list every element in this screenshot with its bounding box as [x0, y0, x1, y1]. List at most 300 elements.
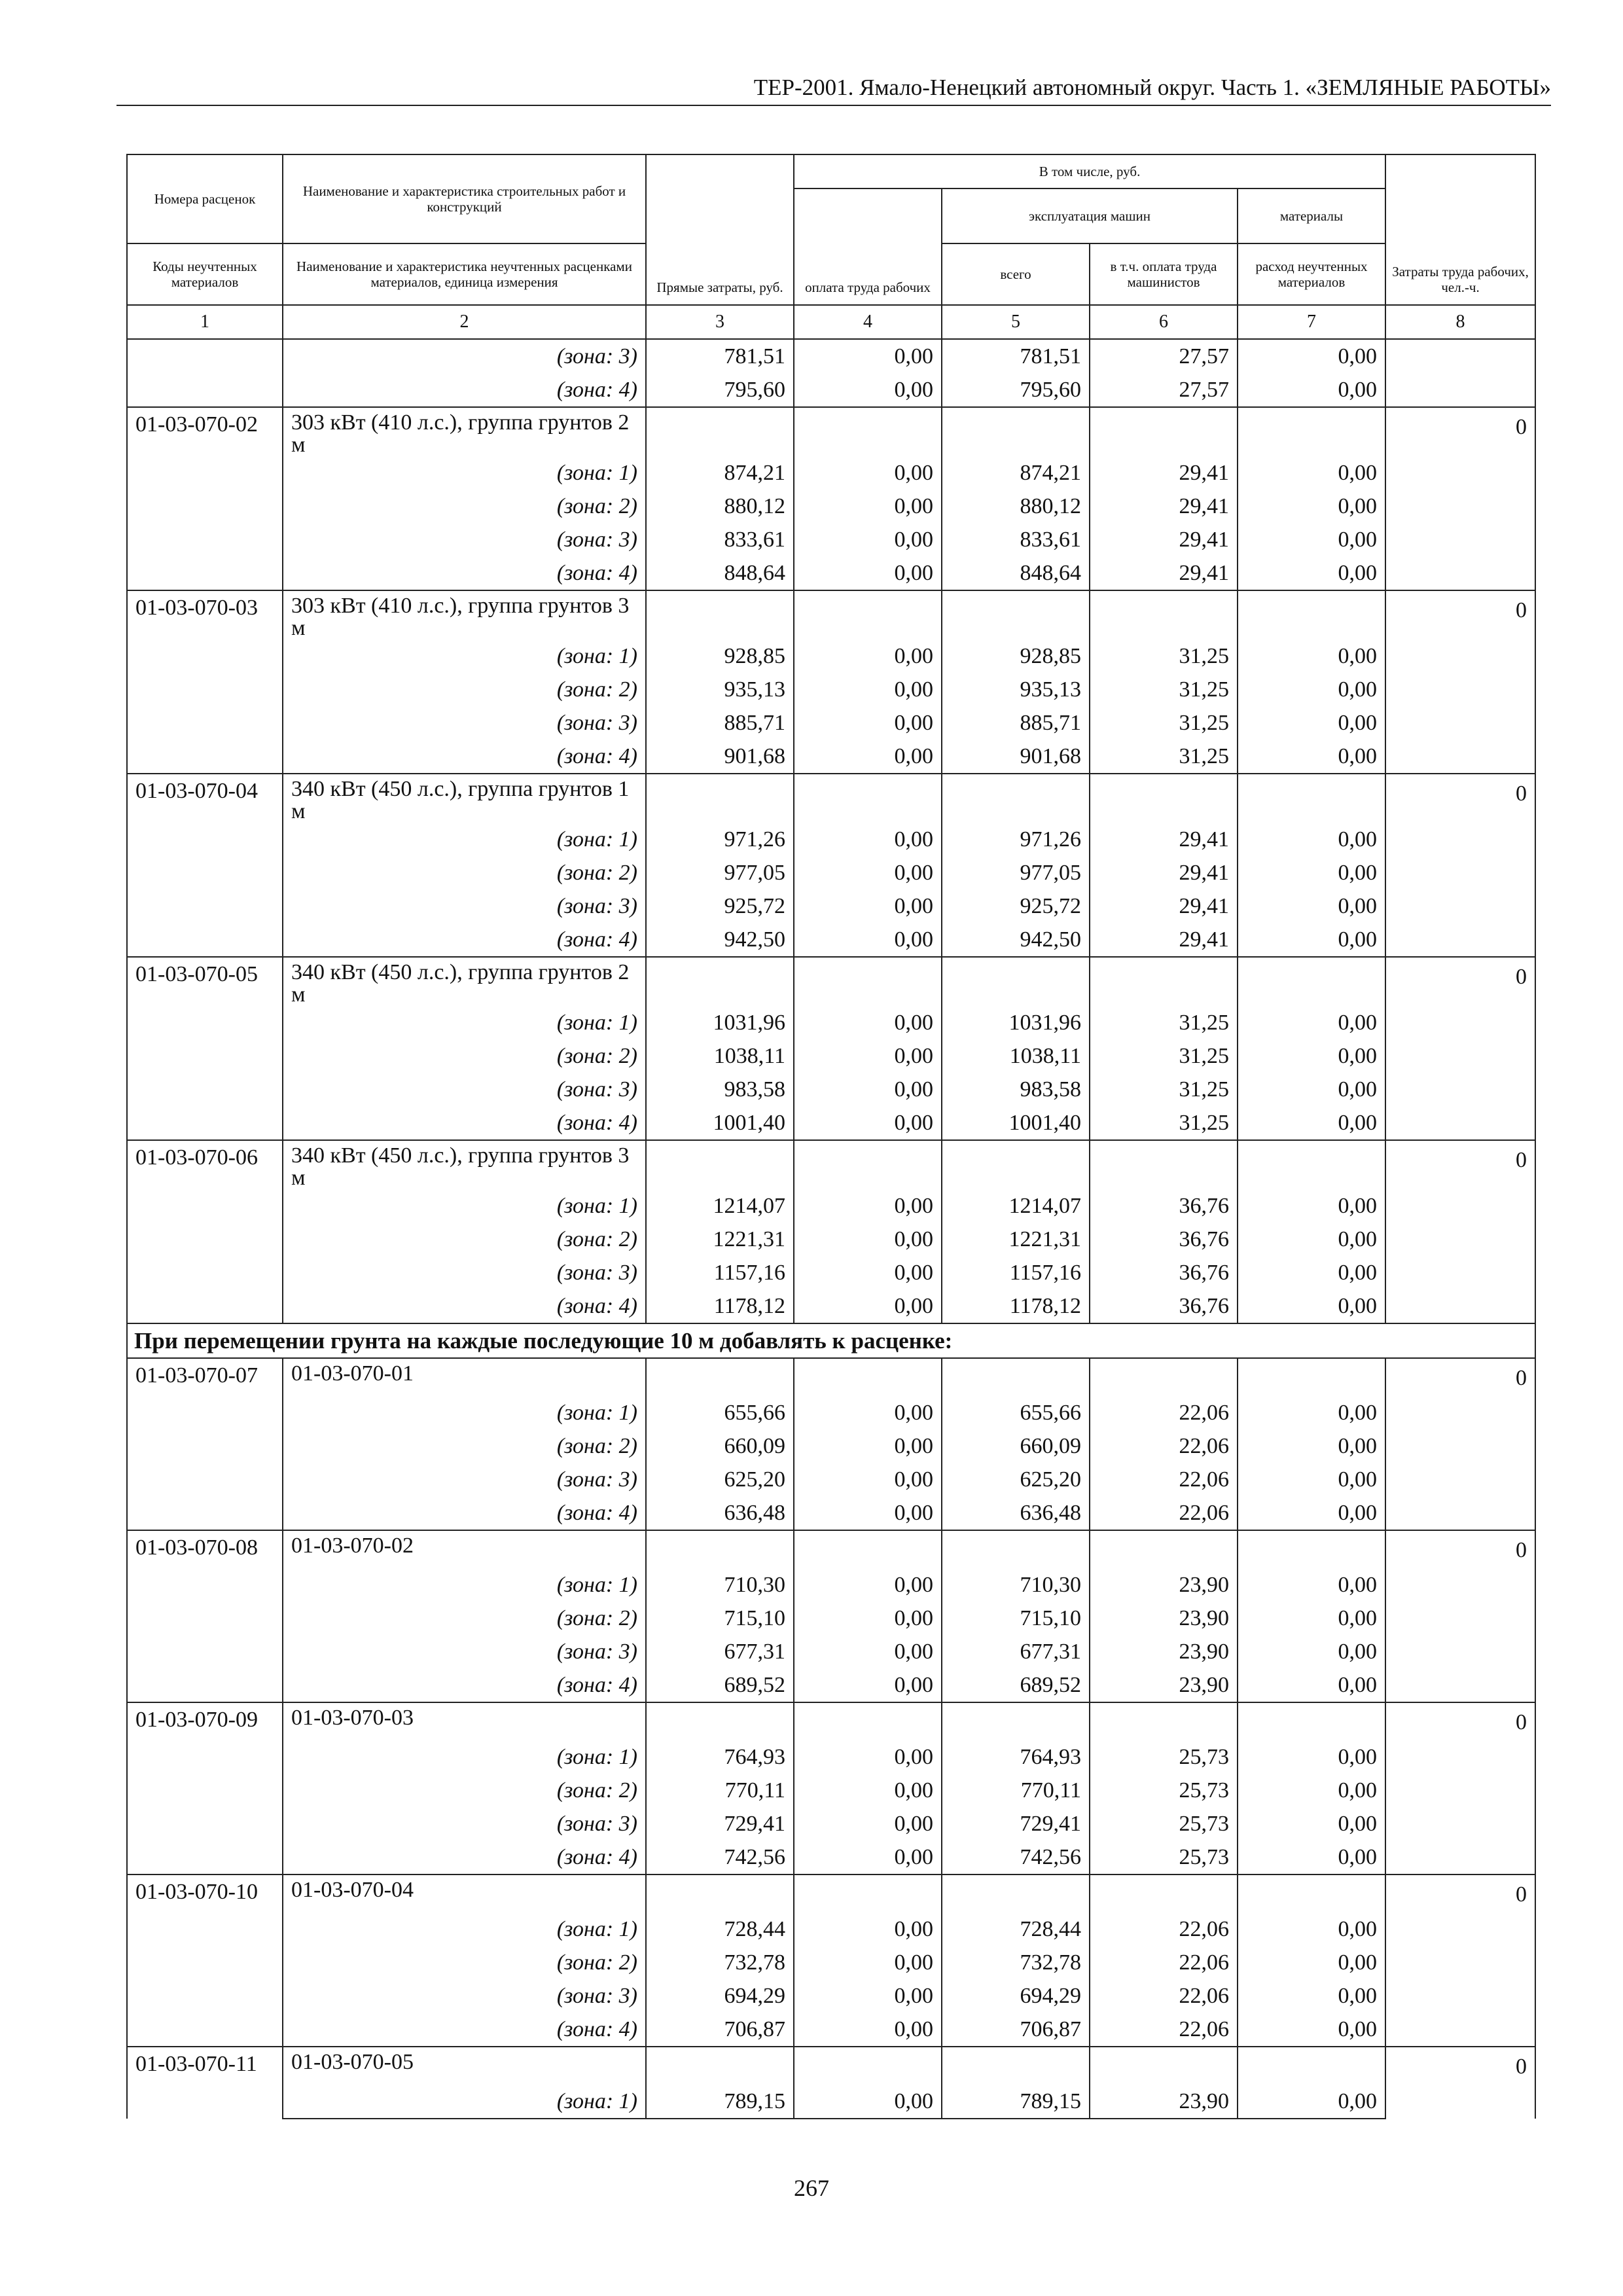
col8-header: Затраты труда рабочих, чел.-ч.	[1385, 154, 1535, 305]
operator-wages: 29,41	[1090, 490, 1238, 523]
zone-row	[127, 1979, 1535, 2013]
machine-cost: 1038,11	[942, 1039, 1090, 1073]
rate-title: 01-03-070-01	[283, 1358, 646, 1396]
table-body	[127, 339, 1535, 2119]
zone-label: (зона: 1)	[283, 639, 646, 673]
zone-label: (зона: 2)	[283, 1223, 646, 1256]
worker-wages: 0,00	[794, 1256, 942, 1289]
empty-cell	[1238, 1530, 1385, 1568]
direct-cost: 1031,96	[646, 1006, 794, 1039]
worker-wages: 0,00	[794, 1807, 942, 1840]
labor-cost: 0	[1385, 774, 1535, 957]
zone-label: (зона: 2)	[283, 1429, 646, 1463]
rate-title-row	[127, 2047, 1535, 2085]
zone-row	[127, 856, 1535, 889]
col6-header: в т.ч. оплата труда машинистов	[1090, 243, 1238, 305]
worker-wages: 0,00	[794, 490, 942, 523]
worker-wages: 0,00	[794, 2013, 942, 2047]
zone-row	[127, 1668, 1535, 1702]
machine-cost: 935,13	[942, 673, 1090, 706]
worker-wages: 0,00	[794, 456, 942, 490]
rate-code: 01-03-070-11	[127, 2047, 283, 2119]
empty-cell	[646, 1140, 794, 1189]
operator-wages: 22,06	[1090, 1496, 1238, 1530]
labor-cost: 0	[1385, 590, 1535, 774]
rate-title-row	[127, 1874, 1535, 1912]
worker-wages: 0,00	[794, 823, 942, 856]
rate-code: 01-03-070-10	[127, 1874, 283, 2047]
direct-cost: 781,51	[646, 339, 794, 373]
machine-cost: 983,58	[942, 1073, 1090, 1106]
zone-label: (зона: 1)	[283, 456, 646, 490]
materials-cost: 0,00	[1238, 673, 1385, 706]
materials-cost: 0,00	[1238, 706, 1385, 740]
worker-wages: 0,00	[794, 1568, 942, 1602]
col3-header: Прямые затраты, руб.	[646, 154, 794, 305]
rates-table	[126, 154, 1536, 2119]
direct-cost: 795,60	[646, 373, 794, 407]
materials-cost: 0,00	[1238, 1840, 1385, 1874]
empty-cell	[794, 2047, 942, 2085]
empty-cell	[1238, 1140, 1385, 1189]
operator-wages: 22,06	[1090, 1946, 1238, 1979]
operator-wages: 29,41	[1090, 889, 1238, 923]
zone-row	[127, 889, 1535, 923]
materials-cost: 0,00	[1238, 456, 1385, 490]
labor-cost: 0	[1385, 1702, 1535, 1874]
operator-wages: 31,25	[1090, 673, 1238, 706]
empty-cell	[1238, 590, 1385, 639]
empty-cell	[794, 1140, 942, 1189]
rate-title-row	[127, 1358, 1535, 1396]
worker-wages: 0,00	[794, 706, 942, 740]
zone-label: (зона: 3)	[283, 1256, 646, 1289]
column-numbers-row	[127, 305, 1535, 339]
rate-code: 01-03-070-07	[127, 1358, 283, 1530]
empty-cell	[1090, 1702, 1238, 1740]
machine-cost: 677,31	[942, 1635, 1090, 1668]
direct-cost: 789,15	[646, 2085, 794, 2119]
empty-cell	[1238, 1874, 1385, 1912]
zone-label: (зона: 4)	[283, 1840, 646, 1874]
direct-cost: 833,61	[646, 523, 794, 556]
zone-label: (зона: 2)	[283, 1774, 646, 1807]
worker-wages: 0,00	[794, 740, 942, 774]
empty-cell	[794, 774, 942, 823]
materials-cost: 0,00	[1238, 1774, 1385, 1807]
operator-wages: 23,90	[1090, 1602, 1238, 1635]
materials-cost: 0,00	[1238, 1106, 1385, 1140]
labor-cost: 0	[1385, 1140, 1535, 1323]
machine-cost: 728,44	[942, 1912, 1090, 1946]
worker-wages: 0,00	[794, 523, 942, 556]
zone-row	[127, 1774, 1535, 1807]
empty-cell	[942, 1530, 1090, 1568]
zone-label: (зона: 2)	[283, 673, 646, 706]
worker-wages: 0,00	[794, 556, 942, 590]
zone-row	[127, 1740, 1535, 1774]
rate-code: 01-03-070-02	[127, 407, 283, 590]
zone-row	[127, 1429, 1535, 1463]
zone-label: (зона: 4)	[283, 1106, 646, 1140]
zone-row	[127, 1106, 1535, 1140]
zone-row	[127, 1807, 1535, 1840]
empty-cell	[1090, 957, 1238, 1006]
machine-cost: 848,64	[942, 556, 1090, 590]
materials-cost: 0,00	[1238, 1073, 1385, 1106]
worker-wages: 0,00	[794, 1740, 942, 1774]
direct-cost: 706,87	[646, 2013, 794, 2047]
operator-wages: 29,41	[1090, 856, 1238, 889]
zone-row	[127, 1189, 1535, 1223]
zone-label: (зона: 2)	[283, 1039, 646, 1073]
including-header: В том числе, руб.	[794, 154, 1385, 188]
worker-wages: 0,00	[794, 1289, 942, 1323]
operator-wages: 31,25	[1090, 1006, 1238, 1039]
rate-title: 303 кВт (410 л.с.), группа грунтов 3 м	[283, 590, 646, 639]
direct-cost: 710,30	[646, 1568, 794, 1602]
labor-cost	[1385, 339, 1535, 407]
zone-row	[127, 1496, 1535, 1530]
rate-title: 340 кВт (450 л.с.), группа грунтов 2 м	[283, 957, 646, 1006]
materials-cost: 0,00	[1238, 339, 1385, 373]
section-title: При перемещении грунта на каждые последующие 10 м добавлять к расценке:	[127, 1323, 1535, 1358]
empty-cell	[1090, 1358, 1238, 1396]
operator-wages: 23,90	[1090, 1635, 1238, 1668]
zone-row	[127, 740, 1535, 774]
zone-label: (зона: 1)	[283, 1568, 646, 1602]
operator-wages: 23,90	[1090, 1568, 1238, 1602]
zone-label: (зона: 4)	[283, 373, 646, 407]
materials-cost: 0,00	[1238, 2013, 1385, 2047]
zone-label: (зона: 2)	[283, 856, 646, 889]
rate-title: 01-03-070-03	[283, 1702, 646, 1740]
worker-wages: 0,00	[794, 1979, 942, 2013]
rate-code: 01-03-070-08	[127, 1530, 283, 1702]
zone-row	[127, 923, 1535, 957]
materials-cost: 0,00	[1238, 639, 1385, 673]
materials-cost: 0,00	[1238, 1946, 1385, 1979]
machine-cost: 789,15	[942, 2085, 1090, 2119]
worker-wages: 0,00	[794, 1602, 942, 1635]
direct-cost: 928,85	[646, 639, 794, 673]
direct-cost: 677,31	[646, 1635, 794, 1668]
empty-cell	[942, 1874, 1090, 1912]
direct-cost: 1178,12	[646, 1289, 794, 1323]
empty-cell	[794, 1874, 942, 1912]
worker-wages: 0,00	[794, 1840, 942, 1874]
operator-wages: 36,76	[1090, 1289, 1238, 1323]
worker-wages: 0,00	[794, 1429, 942, 1463]
column-number: 7	[1238, 305, 1385, 339]
direct-cost: 1221,31	[646, 1223, 794, 1256]
zone-row	[127, 1289, 1535, 1323]
labor-cost: 0	[1385, 1530, 1535, 1702]
worker-wages: 0,00	[794, 1073, 942, 1106]
zone-row	[127, 373, 1535, 407]
zone-label: (зона: 1)	[283, 1740, 646, 1774]
machine-cost: 689,52	[942, 1668, 1090, 1702]
zone-row	[127, 1039, 1535, 1073]
direct-cost: 1157,16	[646, 1256, 794, 1289]
zone-label: (зона: 3)	[283, 1463, 646, 1496]
zone-row	[127, 339, 1535, 373]
rate-code	[127, 339, 283, 407]
zone-label: (зона: 3)	[283, 1073, 646, 1106]
direct-cost: 728,44	[646, 1912, 794, 1946]
materials-cost: 0,00	[1238, 1912, 1385, 1946]
empty-cell	[1090, 1140, 1238, 1189]
zone-row	[127, 1396, 1535, 1429]
col1-top-header: Номера расценок	[127, 154, 283, 243]
zone-row	[127, 2085, 1535, 2119]
rate-title: 01-03-070-04	[283, 1874, 646, 1912]
operator-wages: 22,06	[1090, 1429, 1238, 1463]
empty-cell	[794, 1702, 942, 1740]
direct-cost: 694,29	[646, 1979, 794, 2013]
machine-cost: 971,26	[942, 823, 1090, 856]
zone-row	[127, 823, 1535, 856]
materials-cost: 0,00	[1238, 1635, 1385, 1668]
empty-cell	[646, 2047, 794, 2085]
zone-row	[127, 490, 1535, 523]
labor-cost: 0	[1385, 1358, 1535, 1530]
machine-cost: 660,09	[942, 1429, 1090, 1463]
materials-cost: 0,00	[1238, 1602, 1385, 1635]
materials-cost: 0,00	[1238, 1463, 1385, 1496]
col7-header: расход неучтенных материалов	[1238, 243, 1385, 305]
zone-row	[127, 1840, 1535, 1874]
zone-label: (зона: 4)	[283, 923, 646, 957]
direct-cost: 655,66	[646, 1396, 794, 1429]
col5-header: всего	[942, 243, 1090, 305]
operator-wages: 25,73	[1090, 1774, 1238, 1807]
zone-label: (зона: 3)	[283, 1807, 646, 1840]
materials-cost: 0,00	[1238, 1223, 1385, 1256]
materials-cost: 0,00	[1238, 1668, 1385, 1702]
zone-label: (зона: 1)	[283, 1912, 646, 1946]
machine-cost: 901,68	[942, 740, 1090, 774]
zone-row	[127, 1946, 1535, 1979]
empty-cell	[1238, 957, 1385, 1006]
materials-cost: 0,00	[1238, 1429, 1385, 1463]
machine-cost: 732,78	[942, 1946, 1090, 1979]
zone-label: (зона: 4)	[283, 1496, 646, 1530]
empty-cell	[942, 2047, 1090, 2085]
direct-cost: 971,26	[646, 823, 794, 856]
rate-title: 340 кВт (450 л.с.), группа грунтов 1 м	[283, 774, 646, 823]
zone-label: (зона: 1)	[283, 1189, 646, 1223]
worker-wages: 0,00	[794, 1189, 942, 1223]
materials-cost: 0,00	[1238, 923, 1385, 957]
col2-top-header: Наименование и характеристика строительных работ и конструкций	[283, 154, 646, 243]
worker-wages: 0,00	[794, 923, 942, 957]
machine-cost: 729,41	[942, 1807, 1090, 1840]
operator-wages: 22,06	[1090, 1396, 1238, 1429]
empty-cell	[794, 1358, 942, 1396]
zone-label: (зона: 4)	[283, 556, 646, 590]
materials-cost: 0,00	[1238, 2085, 1385, 2119]
empty-cell	[942, 957, 1090, 1006]
operator-wages: 36,76	[1090, 1223, 1238, 1256]
empty-cell	[1090, 1874, 1238, 1912]
column-number: 3	[646, 305, 794, 339]
worker-wages: 0,00	[794, 1635, 942, 1668]
direct-cost: 925,72	[646, 889, 794, 923]
machines-header: эксплуатация машин	[942, 188, 1238, 243]
zone-label: (зона: 1)	[283, 823, 646, 856]
worker-wages: 0,00	[794, 1946, 942, 1979]
machine-cost: 706,87	[942, 2013, 1090, 2047]
machine-cost: 764,93	[942, 1740, 1090, 1774]
zone-label: (зона: 2)	[283, 1946, 646, 1979]
empty-cell	[1238, 1702, 1385, 1740]
materials-cost: 0,00	[1238, 889, 1385, 923]
machine-cost: 742,56	[942, 1840, 1090, 1874]
column-number: 1	[127, 305, 283, 339]
operator-wages: 25,73	[1090, 1840, 1238, 1874]
zone-row	[127, 706, 1535, 740]
worker-wages: 0,00	[794, 1039, 942, 1073]
direct-cost: 885,71	[646, 706, 794, 740]
direct-cost: 880,12	[646, 490, 794, 523]
worker-wages: 0,00	[794, 373, 942, 407]
zone-row	[127, 523, 1535, 556]
materials-cost: 0,00	[1238, 1979, 1385, 2013]
worker-wages: 0,00	[794, 2085, 942, 2119]
running-header: ТЕР-2001. Ямало-Ненецкий автономный округ. Часть 1. «ЗЕМЛЯНЫЕ РАБОТЫ»	[753, 75, 1551, 100]
machine-cost: 833,61	[942, 523, 1090, 556]
zone-row	[127, 1568, 1535, 1602]
col4-header: оплата труда рабочих	[794, 188, 942, 305]
materials-cost: 0,00	[1238, 523, 1385, 556]
machine-cost: 625,20	[942, 1463, 1090, 1496]
zone-label: (зона: 4)	[283, 1668, 646, 1702]
zone-label: (зона: 1)	[283, 2085, 646, 2119]
zone-label: (зона: 3)	[283, 889, 646, 923]
empty-cell	[1238, 2047, 1385, 2085]
machine-cost: 880,12	[942, 490, 1090, 523]
operator-wages: 29,41	[1090, 823, 1238, 856]
rate-title: 303 кВт (410 л.с.), группа грунтов 2 м	[283, 407, 646, 456]
worker-wages: 0,00	[794, 889, 942, 923]
materials-cost: 0,00	[1238, 1256, 1385, 1289]
zone-label: (зона: 1)	[283, 1396, 646, 1429]
machine-cost: 781,51	[942, 339, 1090, 373]
worker-wages: 0,00	[794, 856, 942, 889]
direct-cost: 1001,40	[646, 1106, 794, 1140]
operator-wages: 29,41	[1090, 556, 1238, 590]
operator-wages: 27,57	[1090, 373, 1238, 407]
zone-row	[127, 1073, 1535, 1106]
direct-cost: 935,13	[646, 673, 794, 706]
zone-label: (зона: 3)	[283, 523, 646, 556]
operator-wages: 36,76	[1090, 1189, 1238, 1223]
materials-cost: 0,00	[1238, 1189, 1385, 1223]
machine-cost: 977,05	[942, 856, 1090, 889]
labor-cost: 0	[1385, 957, 1535, 1140]
col2-bottom-header: Наименование и характеристика неучтенных расценками материалов, единица измерения	[283, 243, 646, 305]
worker-wages: 0,00	[794, 1106, 942, 1140]
worker-wages: 0,00	[794, 1912, 942, 1946]
operator-wages: 23,90	[1090, 2085, 1238, 2119]
zone-label: (зона: 1)	[283, 1006, 646, 1039]
empty-cell	[646, 1530, 794, 1568]
operator-wages: 27,57	[1090, 339, 1238, 373]
zone-label: (зона: 3)	[283, 706, 646, 740]
column-number: 2	[283, 305, 646, 339]
worker-wages: 0,00	[794, 1496, 942, 1530]
section-row	[127, 1323, 1535, 1358]
zone-label: (зона: 2)	[283, 490, 646, 523]
machine-cost: 795,60	[942, 373, 1090, 407]
worker-wages: 0,00	[794, 339, 942, 373]
operator-wages: 22,06	[1090, 2013, 1238, 2047]
operator-wages: 25,73	[1090, 1740, 1238, 1774]
direct-cost: 983,58	[646, 1073, 794, 1106]
operator-wages: 29,41	[1090, 456, 1238, 490]
machine-cost: 874,21	[942, 456, 1090, 490]
zone-row	[127, 2013, 1535, 2047]
machine-cost: 928,85	[942, 639, 1090, 673]
direct-cost: 625,20	[646, 1463, 794, 1496]
zone-row	[127, 1635, 1535, 1668]
materials-cost: 0,00	[1238, 373, 1385, 407]
worker-wages: 0,00	[794, 639, 942, 673]
zone-label: (зона: 4)	[283, 2013, 646, 2047]
empty-cell	[794, 590, 942, 639]
column-number: 4	[794, 305, 942, 339]
materials-cost: 0,00	[1238, 1289, 1385, 1323]
materials-cost: 0,00	[1238, 490, 1385, 523]
materials-cost: 0,00	[1238, 823, 1385, 856]
rate-title: 01-03-070-02	[283, 1530, 646, 1568]
materials-cost: 0,00	[1238, 1740, 1385, 1774]
materials-cost: 0,00	[1238, 556, 1385, 590]
worker-wages: 0,00	[794, 1396, 942, 1429]
direct-cost: 729,41	[646, 1807, 794, 1840]
empty-cell	[1238, 1358, 1385, 1396]
worker-wages: 0,00	[794, 1223, 942, 1256]
empty-cell	[646, 774, 794, 823]
zone-row	[127, 1256, 1535, 1289]
materials-cost: 0,00	[1238, 1807, 1385, 1840]
zone-label: (зона: 4)	[283, 740, 646, 774]
rate-title-row	[127, 1702, 1535, 1740]
direct-cost: 1038,11	[646, 1039, 794, 1073]
rate-code: 01-03-070-06	[127, 1140, 283, 1323]
rate-code: 01-03-070-05	[127, 957, 283, 1140]
operator-wages: 31,25	[1090, 706, 1238, 740]
zone-row	[127, 1006, 1535, 1039]
machine-cost: 770,11	[942, 1774, 1090, 1807]
direct-cost: 901,68	[646, 740, 794, 774]
worker-wages: 0,00	[794, 1006, 942, 1039]
zone-row	[127, 673, 1535, 706]
rate-code: 01-03-070-04	[127, 774, 283, 957]
worker-wages: 0,00	[794, 1774, 942, 1807]
empty-cell	[1238, 774, 1385, 823]
column-number: 5	[942, 305, 1090, 339]
machine-cost: 1157,16	[942, 1256, 1090, 1289]
machine-cost: 942,50	[942, 923, 1090, 957]
operator-wages: 31,25	[1090, 1039, 1238, 1073]
empty-cell	[1090, 2047, 1238, 2085]
operator-wages: 31,25	[1090, 639, 1238, 673]
empty-cell	[794, 957, 942, 1006]
materials-cost: 0,00	[1238, 1006, 1385, 1039]
empty-cell	[942, 1140, 1090, 1189]
